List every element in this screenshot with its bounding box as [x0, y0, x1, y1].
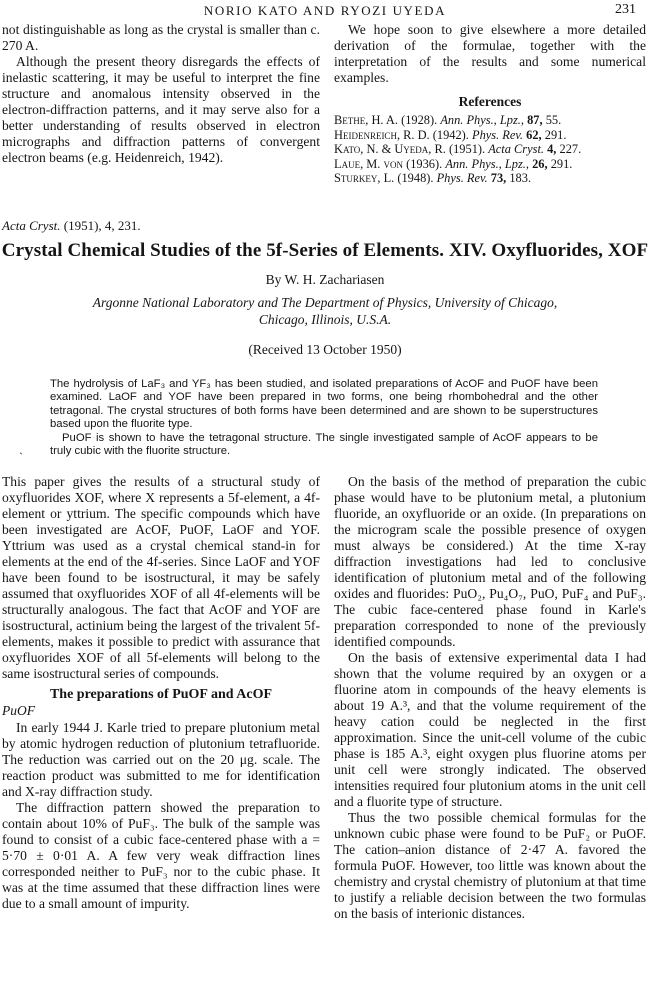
reference-year: (1928). [401, 113, 438, 127]
previous-article-right-column [334, 22, 646, 186]
section-heading: The preparations of PuOF and AcOF [49, 687, 273, 702]
subsection-heading: PuOF [2, 703, 35, 718]
reference-page: 291. [550, 156, 573, 171]
body-paragraph: The diffraction pattern showed the preparation to contain about 10% of PuF₃. The bulk of the sample was found to consist of a cubic face-centered phase with a = 5·70 ± 0·01 A. A few very weak diffraction lines corresponded neither to PuF₃ nor to the cubic phase. It was at the time assumed that these diffraction lines were due to a small amount of impurity. [2, 800, 320, 911]
citation-journal: Acta Cryst. [2, 218, 61, 233]
reference-year: (1936). [406, 156, 443, 171]
reference-journal: Acta Cryst. [488, 142, 544, 157]
received-date: (Received 13 October 1950) [248, 342, 402, 357]
abstract-paragraph-1: The hydrolysis of LaF₃ and YF₃ has been studied, and isolated preparations of AcOF and PuOF have been examined. LaOF and YOF have been prepared in two forms, one being rhombohedral and the other tetragonal. The crystal structures of both forms have been determined and are shown to be superstructures based upon the fluorite type. [50, 378, 598, 431]
reference-item [334, 113, 646, 128]
reference-journal: Phys. Rev. [472, 127, 524, 142]
reference-year: (1942). [432, 127, 469, 142]
article-citation [2, 218, 141, 234]
abstract-paragraph-2: PuOF is shown to have the tetragonal structure. The single investigated sample of AcOF appears to be truly cubic with the fluorite structure. [50, 431, 598, 458]
author-affiliation [50, 294, 600, 328]
previous-paragraph-2: Although the present theory disregards the effects of inelastic scattering, it may be useful to interpret the fine structure and anomalous intensity observed in the electron-diffraction patterns, and it may serve also for a better understanding of results observed in electron micrographs and diffraction patterns of convergent electron beams (e.g. Heidenreich, 1942). [2, 54, 320, 165]
affiliation-line-2: Chicago, Illinois, U.S.A. [258, 312, 392, 327]
reference-volume: 73, [490, 171, 507, 186]
citation-details: (1951), 4, 231. [63, 218, 141, 233]
reference-volume: 87, [527, 113, 543, 127]
previous-article-left-column [2, 22, 320, 166]
affiliation-line-1: Argonne National Laboratory and The Department of Physics, University of Chicago, [92, 295, 558, 310]
body-right-column [334, 474, 646, 922]
reference-volume: 4, [547, 142, 557, 157]
reference-author: Bethe, H. A. [334, 113, 398, 127]
previous-paragraph-3: We hope soon to give elsewhere a more detailed derivation of the formulae, together with the interpretation of the results and some numerical examples. [334, 22, 646, 85]
reference-author: Sturkey, L. [334, 171, 395, 186]
reference-page: 227. [559, 142, 582, 157]
body-paragraph: Thus the two possible chemical formulas for the unknown cubic phase were found to be PuF₂ or PuOF. The cation–anion distance of 2·47 A. favored the formula PuOF. However, too little was known about the chemistry and crystal chemistry of plutonium at that time to justify a reliable decision between the two formulas on the basis of interionic distances. [334, 810, 646, 921]
reference-volume: 62, [526, 127, 542, 142]
reference-item [334, 128, 646, 143]
reference-journal: Ann. Phys., Lpz., [440, 113, 524, 127]
article-title: Crystal Chemical Studies of the 5f-Series of Elements. XIV. Oxyfluorides, XOF [1, 240, 649, 261]
reference-page: 183. [509, 171, 532, 186]
reference-page: 291. [544, 127, 567, 142]
reference-author: Kato, N. & Uyeda, R. [334, 142, 446, 157]
reference-item [334, 142, 646, 157]
body-left-column [2, 474, 320, 912]
intro-paragraph: This paper gives the results of a structural study of oxyfluorides XOF, where X represents a 5f-element, a 4f-element or yttrium. The specific compounds which have been investigated are AcOF, PuOF, LaOF and YOF. Yttrium was used as a crystal chemical stand-in for elements at the end of the 4f-series. Since LaOF and YOF have been found to be isostructural, it may be safely assumed that oxyfluorides XOF of all 4f-elements will be structurally analogous. The fact that AcOF and YOF are isostructural, actinium being the largest of the trivalent 5f-elements, makes it possible to predict with assurance that oxyfluorides XOF of all 5f-elements will belong to the same isostructural series of compounds. [2, 474, 320, 681]
references-heading: References [458, 94, 522, 109]
page-number: 231 [615, 2, 636, 17]
reference-journal: Ann. Phys., Lpz., [445, 156, 529, 171]
reference-journal: Phys. Rev. [436, 171, 488, 186]
stray-mark: ` [19, 450, 23, 464]
reference-item [334, 157, 646, 172]
previous-paragraph-1: not distinguishable as long as the crystal is smaller than c. 270 A. [2, 22, 320, 53]
reference-year: (1951). [448, 142, 486, 157]
article-byline: By W. H. Zachariasen [265, 272, 385, 287]
running-head [0, 2, 650, 20]
body-paragraph: On the basis of the method of preparation the cubic phase would have to be plutonium metal, a plutonium fluoride, an oxyfluoride or an oxide. (In preparations on the microgram scale the possible presence of oxygen must always be considered.) At the time X-ray diffraction investigations had led to conclusive identification of plutonium metal and of the following oxides and fluorides: PuO₂, Pu₄O₇, PuO, PuF₄ and PuF₃. The cubic face-centered phase found in Karle's preparation corresponded to none of the previously identified compounds. [334, 474, 646, 649]
reference-year: (1948). [397, 171, 434, 186]
running-title: NORIO KATO AND RYOZI UYEDA [203, 3, 447, 18]
body-paragraph: In early 1944 J. Karle tried to prepare plutonium metal by atomic hydrogen reduction of plutonium tetrafluoride. The reduction was carried out on the 20 μg. scale. The reaction product was submitted to me for identification and X-ray diffraction study. [2, 720, 320, 799]
reference-author: Laue, M. von [334, 156, 403, 171]
reference-volume: 26, [532, 156, 548, 171]
reference-item [334, 171, 646, 186]
reference-page: 55. [545, 113, 562, 127]
body-paragraph: On the basis of extensive experimental data I had shown that the volume required by an oxygen or a fluorine atom in compounds of the heavy elements is about 19 A.³, and that the volume requirement of the heavy cation could be neglected in the first approximation. Since the unit-cell volume of the cubic phase is 185 A.³, eight oxygen plus fluorine atoms per unit cell were strongly indicated. The observed intensities required four plutonium atoms in the unit cell and a fluorite type of structure. [334, 650, 646, 809]
reference-author: Heidenreich, R. D. [334, 127, 430, 142]
abstract [50, 378, 598, 458]
